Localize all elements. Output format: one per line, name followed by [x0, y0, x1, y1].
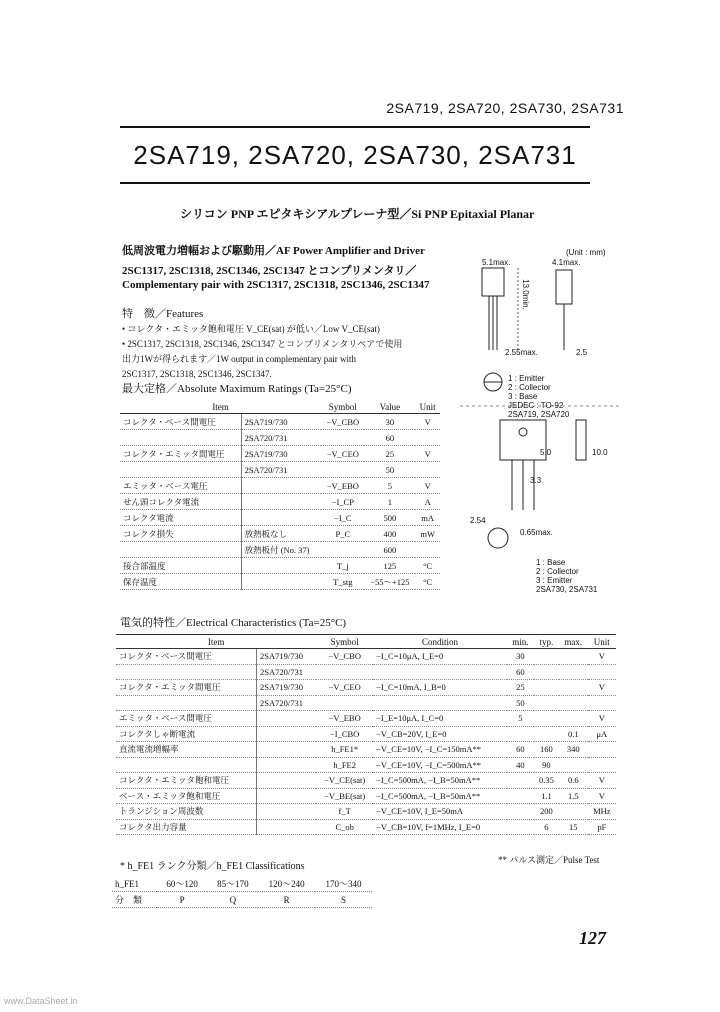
- table-row: コレクタ・ベース間電圧 2SA719/730 −V_CBO −I_C=10μA, I_E=0 30 V: [116, 649, 616, 665]
- col-value: Value: [364, 400, 415, 414]
- table-row: エミッタ・ベース間電圧 −V_EBO −I_E=10μA, I_C=0 5 V: [116, 711, 616, 727]
- complementary-jp: 2SC1317, 2SC1318, 2SC1346, 2SC1347 とコンプリメンタリ／: [122, 265, 417, 277]
- hfe-class-note: * h_FE1 ランク分類／h_FE1 Classifications: [120, 861, 305, 872]
- table-row: 放熱板付 (No. 37) 600: [120, 542, 440, 558]
- header-part-numbers: 2SA719, 2SA720, 2SA730, 2SA731: [386, 100, 624, 116]
- power-hole: [519, 428, 527, 436]
- table-row: 接合部温度 T_j 125 °C: [120, 558, 440, 574]
- page-number: 127: [579, 928, 606, 948]
- watermark: www.DataSheet.in: [4, 996, 78, 1006]
- table-row: h_FE1 60〜120 85〜170 120〜240 170〜340: [112, 876, 372, 892]
- col-min: min.: [507, 635, 534, 649]
- col-item: Item: [116, 635, 316, 649]
- features-list: [122, 322, 402, 382]
- col-symbol: Symbol: [316, 635, 373, 649]
- table-row: コレクタ・エミッタ飽和電圧 −V_CE(sat) −I_C=500mA, −I_B=50mA** 0.35 0.6 V: [116, 773, 616, 789]
- col-unit: Unit: [588, 635, 616, 649]
- feature-item: 出力1Wが得られます／1W output in complementary pair with: [122, 354, 357, 364]
- unit-label: (Unit : mm): [566, 248, 606, 257]
- electrical-table: [116, 634, 616, 835]
- dim-label: 4.1max.: [552, 258, 581, 267]
- table-row: コレクタ・エミッタ間電圧 2SA719/730 −V_CEO −I_C=10mA, I_B=0 25 V: [116, 680, 616, 696]
- table-row: 直流電流増幅率 h_FE1* −V_CE=10V, −I_C=150mA** 60 160 340: [116, 742, 616, 758]
- to92-pin-list: 1 : Emitter 2 : Collector 3 : Base JEDEC : TO-92 2SA719, 2SA720: [508, 374, 570, 419]
- table-row: せん頭コレクタ電流 −I_CP 1 A: [120, 494, 440, 510]
- hfe-class-table: [112, 876, 372, 908]
- electrical-heading: 電気的特性／Electrical Characteristics (Ta=25°C): [120, 617, 347, 629]
- col-typ: typ.: [534, 635, 559, 649]
- table-row: 分 類 P Q R S: [112, 892, 372, 908]
- dim-label: 2.54: [470, 516, 486, 525]
- feature-item: • コレクタ・エミッタ飽和電圧 V_CE(sat) が低い／Low V_CE(sat): [122, 324, 380, 334]
- max-ratings-heading: 最大定格／Absolute Maximum Ratings (Ta=25°C): [122, 383, 352, 395]
- page-title: 2SA719, 2SA720, 2SA730, 2SA731: [133, 140, 577, 170]
- power-pin-list: 1 : Base 2 : Collector 3 : Emitter 2SA730, 2SA731: [536, 558, 598, 594]
- top-rule: [120, 126, 590, 128]
- col-unit: Unit: [415, 400, 440, 414]
- feature-item: • 2SC1317, 2SC1318, 2SC1346, 2SC1347 とコンプリメンタリペアで使用: [122, 339, 403, 349]
- col-max: max.: [559, 635, 588, 649]
- dim-label: 5.1max.: [482, 258, 511, 267]
- col-condition: Condition: [373, 635, 507, 649]
- power-side-body: [576, 420, 586, 460]
- power-bottom-view: [488, 528, 508, 548]
- table-row: 保存温度 T_stg −55〜+125 °C: [120, 574, 440, 590]
- table-row: コレクタ損失 放熱板なし P_C 400 mW: [120, 526, 440, 542]
- application-text: 低周波電力増幅および駆動用／AF Power Amplifier and Driver: [122, 245, 425, 257]
- table-row: コレクタ・ベース間電圧 2SA719/730 −V_CBO 30 V: [120, 414, 440, 430]
- table-row: コレクタしゃ断電流 −I_CBO −V_CB=20V, I_E=0 0.1 μA: [116, 726, 616, 742]
- complementary-en: Complementary pair with 2SC1317, 2SC1318, 2SC1346, 2SC1347: [122, 279, 430, 291]
- dim-label: 2.55max.: [505, 348, 538, 357]
- table-row: エミッタ・ベース電圧 −V_EBO 5 V: [120, 478, 440, 494]
- bottom-rule: [120, 182, 590, 184]
- table-row: 2SA720/731 50: [116, 695, 616, 711]
- table-row: 2SA720/731 50: [120, 462, 440, 478]
- table-row: コレクタ・エミッタ間電圧 2SA719/730 −V_CEO 25 V: [120, 446, 440, 462]
- table-row: トランジション周波数 f_T −V_CE=10V, I_E=50mA 200 MHz: [116, 804, 616, 820]
- table-row: コレクタ出力容量 C_ob −V_CB=10V, f=1MHz, I_E=0 6 15 pF: [116, 819, 616, 835]
- dim-label: 10.0: [592, 448, 608, 457]
- table-row: 2SA720/731 60: [116, 664, 616, 680]
- to92-side-body: [556, 270, 572, 304]
- dim-label: 13.0min.: [520, 279, 530, 310]
- pulse-test-note: ** パルス測定／Pulse Test: [498, 855, 600, 865]
- feature-item: 2SC1317, 2SC1318, 2SC1346, 2SC1347.: [122, 369, 272, 379]
- table-row: h_FE2 −V_CE=10V, −I_C=500mA** 40 90: [116, 757, 616, 773]
- table-row: コレクタ電流 −I_C 500 mA: [120, 510, 440, 526]
- max-ratings-table: [120, 400, 440, 590]
- dim-label: 0.65max.: [520, 528, 553, 537]
- subtitle: シリコン PNP エピタキシアルプレーナ型／Si PNP Epitaxial Planar: [180, 207, 535, 221]
- dim-label: 5.0: [540, 448, 552, 457]
- table-row: 2SA720/731 60: [120, 430, 440, 446]
- table-row: ベース・エミッタ飽和電圧 −V_BE(sat) −I_C=500mA, −I_B=50mA** 1.1 1.5 V: [116, 788, 616, 804]
- dim-label: 3.3: [530, 476, 542, 485]
- to92-body: [482, 268, 504, 296]
- features-heading: 特 徴／Features: [122, 308, 204, 320]
- col-symbol: Symbol: [321, 400, 364, 414]
- col-item: Item: [120, 400, 321, 414]
- dim-label: 2.5: [576, 348, 588, 357]
